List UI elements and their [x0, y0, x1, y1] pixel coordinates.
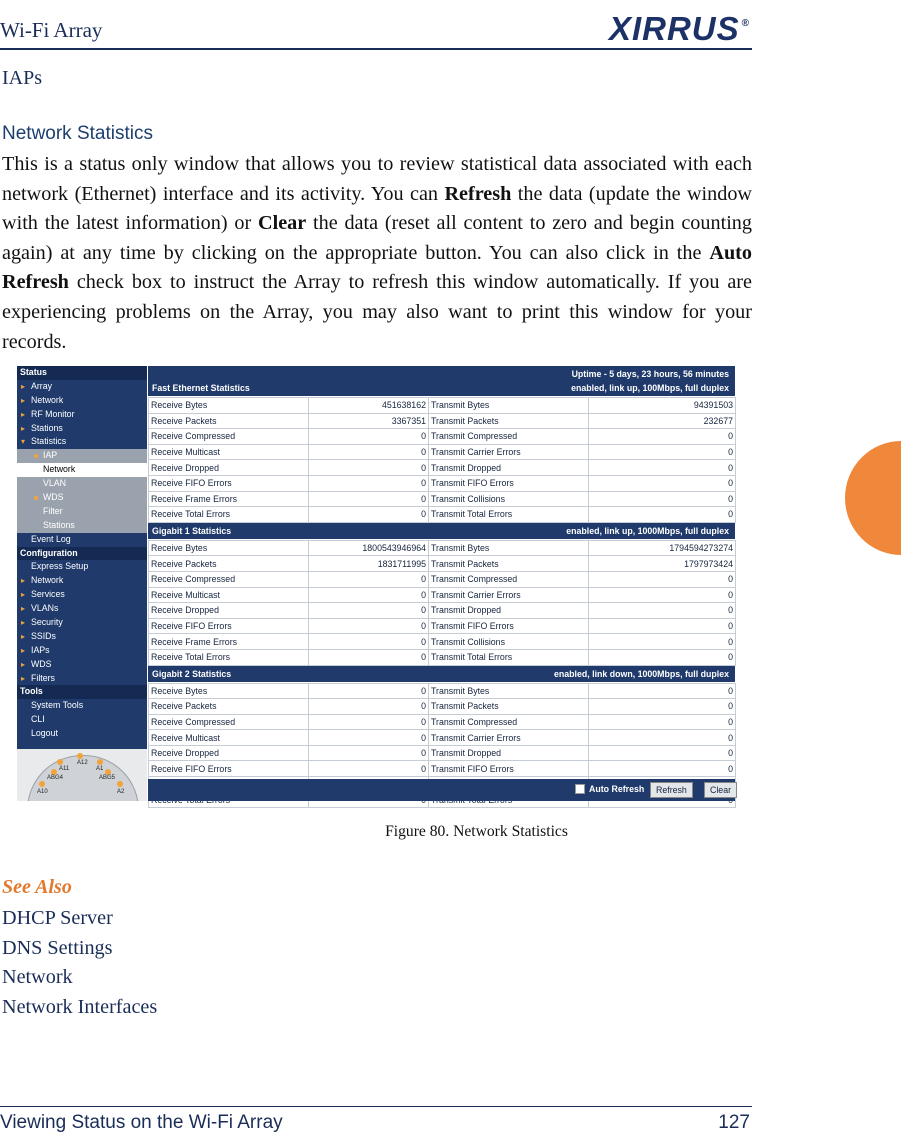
stat-value: 0: [309, 683, 429, 699]
xirrus-logo: XIRRUS ®: [608, 10, 750, 47]
stat-label: Receive Bytes: [149, 540, 309, 556]
nav-item-vlans[interactable]: ▸ VLANs: [17, 602, 147, 616]
stat-label: Receive Bytes: [149, 683, 309, 699]
nav-header-configuration[interactable]: Configuration: [17, 547, 147, 561]
stat-label: Transmit Collisions: [429, 634, 589, 650]
nav-sidebar: [17, 366, 147, 801]
nav-item-system-tools[interactable]: System Tools: [31, 700, 84, 711]
stat-value: 0: [589, 460, 736, 476]
table-row: [149, 491, 736, 507]
table-row: [149, 571, 736, 587]
nav-item-logout[interactable]: Logout: [31, 728, 58, 739]
stat-label: Receive Bytes: [149, 398, 309, 414]
group-status: enabled, link up, 100Mbps, full duplex: [571, 383, 729, 393]
stat-value: 0: [589, 429, 736, 445]
nav-item-ssids[interactable]: ▸ SSIDs: [17, 630, 147, 644]
clear-button[interactable]: Clear: [704, 782, 737, 798]
network-statistics-screenshot: [17, 366, 735, 801]
running-header: [0, 10, 752, 50]
stat-label: Transmit Packets: [429, 556, 589, 572]
uptime-text: Uptime - 5 days, 23 hours, 56 minutes: [571, 369, 729, 379]
stat-value: 0: [589, 587, 736, 603]
table-row: [149, 507, 736, 523]
table-row: [149, 714, 736, 730]
stat-label: Transmit Dropped: [429, 460, 589, 476]
stat-value: 0: [309, 460, 429, 476]
nav-sub-stations[interactable]: Stations: [17, 519, 147, 533]
footer-chapter-title: Viewing Status on the Wi-Fi Array: [0, 1112, 283, 1133]
page-number: 127: [718, 1112, 750, 1133]
stat-label: Transmit Compressed: [429, 571, 589, 587]
stat-label: Receive FIFO Errors: [149, 761, 309, 777]
header-rule: [0, 48, 752, 50]
table-row: [149, 587, 736, 603]
stat-label: Receive Dropped: [149, 745, 309, 761]
stat-label: Receive Dropped: [149, 460, 309, 476]
table-row: [149, 699, 736, 715]
stat-value: 0: [589, 649, 736, 665]
stat-label: Transmit FIFO Errors: [429, 618, 589, 634]
stats-table-gigabit-1: [148, 540, 736, 666]
nav-item-wds[interactable]: ▸ WDS: [17, 658, 147, 672]
port-icon[interactable]: [117, 781, 123, 787]
table-row: [149, 460, 736, 476]
table-row: [149, 540, 736, 556]
table-row: [149, 761, 736, 777]
stat-value: 0: [309, 745, 429, 761]
stat-value: 0: [589, 761, 736, 777]
stat-label: Receive Compressed: [149, 571, 309, 587]
stat-value: 0: [309, 603, 429, 619]
stat-value: 0: [589, 444, 736, 460]
table-row: [149, 649, 736, 665]
nav-item-express-setup[interactable]: Express Setup: [31, 561, 89, 572]
stat-value: 0: [309, 730, 429, 746]
nav-item-services[interactable]: ▸ Services: [17, 588, 147, 602]
stat-label: Receive Packets: [149, 699, 309, 715]
nav-item-event-log[interactable]: Event Log: [31, 533, 71, 544]
nav-sub-vlan[interactable]: VLAN: [17, 477, 147, 491]
stat-value: 0: [309, 571, 429, 587]
table-row: [149, 413, 736, 429]
stat-label: Transmit Bytes: [429, 540, 589, 556]
stat-label: Receive FIFO Errors: [149, 475, 309, 491]
table-row: [149, 683, 736, 699]
port-label: A11: [59, 766, 70, 772]
auto-refresh-checkbox[interactable]: Auto Refresh: [575, 784, 644, 794]
nav-header-tools[interactable]: Tools: [17, 685, 147, 699]
stat-value: 0: [589, 491, 736, 507]
stat-label: Transmit FIFO Errors: [429, 475, 589, 491]
port-label: A12: [77, 760, 88, 766]
group-title: Gigabit 1 Statistics: [152, 525, 232, 536]
checkbox-icon[interactable]: [575, 784, 585, 794]
table-row: [149, 398, 736, 414]
stat-value: 0: [309, 761, 429, 777]
stat-value: 1831711995: [309, 556, 429, 572]
stat-value: 1794594273274: [589, 540, 736, 556]
group-header-fast-ethernet: [148, 366, 735, 396]
stat-label: Transmit Total Errors: [429, 507, 589, 523]
running-header-title: Wi-Fi Array: [0, 18, 103, 42]
nav-item-cfg-network[interactable]: ▸ Network: [17, 574, 147, 588]
section-heading: Network Statistics: [2, 123, 153, 144]
stat-value: 0: [309, 507, 429, 523]
stat-value: 1800543946964: [309, 540, 429, 556]
nav-item-rf-monitor[interactable]: ▸ RF Monitor: [17, 408, 147, 422]
table-row: [149, 556, 736, 572]
stat-label: Transmit Compressed: [429, 714, 589, 730]
stat-label: Receive Multicast: [149, 444, 309, 460]
stat-label: Transmit Dropped: [429, 745, 589, 761]
table-row: [149, 730, 736, 746]
nav-item-stations[interactable]: ▸ Stations: [17, 422, 147, 436]
stat-value: 0: [589, 634, 736, 650]
stats-table-fast-ethernet: [148, 397, 736, 523]
stat-value: 0: [309, 587, 429, 603]
stat-label: Receive Total Errors: [149, 507, 309, 523]
group-status: enabled, link down, 1000Mbps, full duplex: [554, 668, 729, 679]
port-icon[interactable]: [77, 753, 83, 759]
stat-value: 1797973424: [589, 556, 736, 572]
nav-header-status[interactable]: Status: [17, 366, 147, 380]
see-also-link[interactable]: Network: [2, 966, 73, 989]
see-also-heading: See Also: [2, 876, 72, 898]
nav-sub-wds[interactable]: WDS: [17, 491, 147, 505]
nav-item-iaps[interactable]: ▸ IAPs: [17, 644, 147, 658]
stat-value: 0: [309, 649, 429, 665]
nav-item-statistics[interactable]: ▾ Statistics: [17, 435, 147, 449]
stat-label: Receive Packets: [149, 556, 309, 572]
stat-value: 0: [589, 730, 736, 746]
stat-label: Receive Multicast: [149, 587, 309, 603]
stat-label: Receive Dropped: [149, 603, 309, 619]
stat-label: Transmit Carrier Errors: [429, 444, 589, 460]
table-row: [149, 634, 736, 650]
figure-caption: Figure 80. Network Statistics: [385, 823, 568, 840]
see-also-link[interactable]: DNS Settings: [2, 936, 113, 959]
stat-value: 0: [589, 699, 736, 715]
stat-label: Receive Frame Errors: [149, 491, 309, 507]
stat-value: 0: [589, 507, 736, 523]
stats-footer-bar: [148, 779, 735, 801]
stat-label: Transmit Compressed: [429, 429, 589, 445]
stat-value: 0: [309, 475, 429, 491]
chapter-tab-marker: [845, 441, 901, 555]
table-row: [149, 444, 736, 460]
group-header-gigabit-1: [148, 523, 735, 539]
stat-value: 0: [309, 618, 429, 634]
stats-panel: [148, 366, 735, 801]
stat-label: Transmit Packets: [429, 413, 589, 429]
stat-value: 0: [589, 683, 736, 699]
stat-value: 0: [589, 745, 736, 761]
port-label: A2: [117, 789, 125, 795]
stat-value: 0: [589, 714, 736, 730]
stat-value: 0: [309, 491, 429, 507]
stat-label: Receive Compressed: [149, 714, 309, 730]
stat-value: 0: [589, 475, 736, 491]
stat-label: Transmit Carrier Errors: [429, 730, 589, 746]
nav-sub-network-selected[interactable]: Network: [17, 463, 147, 477]
stat-label: Receive Packets: [149, 413, 309, 429]
group-title: Gigabit 2 Statistics: [152, 668, 232, 679]
table-row: [149, 603, 736, 619]
stat-label: Transmit FIFO Errors: [429, 761, 589, 777]
stat-label: Transmit Bytes: [429, 398, 589, 414]
table-row: [149, 618, 736, 634]
nav-item-network[interactable]: ▸ Network: [17, 394, 147, 408]
nav-item-security[interactable]: ▸ Security: [17, 616, 147, 630]
nav-sub-iap[interactable]: IAP: [17, 449, 147, 463]
nav-item-array[interactable]: ▸ Array: [17, 380, 147, 394]
section-label: IAPs: [2, 67, 43, 89]
stat-value: 0: [309, 444, 429, 460]
port-label: A10: [37, 789, 48, 795]
group-header-gigabit-2: [148, 666, 735, 682]
port-icon[interactable]: [97, 759, 103, 765]
stat-value: 3367351: [309, 413, 429, 429]
group-status: enabled, link up, 1000Mbps, full duplex: [566, 525, 729, 536]
stat-value: 232677: [589, 413, 736, 429]
port-label: ABG4: [47, 775, 64, 781]
nav-sub-filter[interactable]: Filter: [17, 505, 147, 519]
stat-label: Transmit Collisions: [429, 491, 589, 507]
stat-label: Receive Total Errors: [149, 649, 309, 665]
group-title: Fast Ethernet Statistics: [152, 383, 250, 393]
stat-label: Transmit Packets: [429, 699, 589, 715]
nav-item-filters[interactable]: ▸ Filters: [17, 672, 147, 686]
port-label: ABG5: [99, 775, 116, 781]
refresh-button[interactable]: Refresh: [650, 782, 693, 798]
port-label: A1: [96, 766, 104, 772]
stat-value: 0: [589, 618, 736, 634]
stat-label: Receive FIFO Errors: [149, 618, 309, 634]
stat-value: 0: [309, 634, 429, 650]
stat-value: 0: [309, 699, 429, 715]
footer-rule: [0, 1106, 752, 1107]
stat-value: 0: [309, 714, 429, 730]
stat-value: 0: [589, 603, 736, 619]
table-row: [149, 475, 736, 491]
stat-label: Receive Multicast: [149, 730, 309, 746]
table-row: [149, 745, 736, 761]
see-also-links: [2, 904, 157, 1022]
stat-value: 0: [309, 429, 429, 445]
stat-label: Transmit Total Errors: [429, 649, 589, 665]
port-icon[interactable]: [57, 759, 63, 765]
stat-label: Receive Compressed: [149, 429, 309, 445]
see-also-link[interactable]: DHCP Server: [2, 907, 113, 929]
body-paragraph: This is a status only window that allows you to review statistical data associated with each network (Ethernet) interface and its activity. You can Refresh the data (update the window with the latest information) or Clear the data (reset all content to zero and begin counting again) at any time by clicking on the appropriate button. You can also click in the Auto Refresh check box to instruct the Array to refresh this window automatically. If you are experiencing problems on the Array, you may also want to print this window for your records.: [2, 153, 752, 353]
stat-label: Transmit Dropped: [429, 603, 589, 619]
array-diagram: [17, 749, 147, 801]
table-row: [149, 429, 736, 445]
nav-item-cli[interactable]: CLI: [31, 714, 45, 725]
stat-value: 94391503: [589, 398, 736, 414]
stat-value: 0: [589, 571, 736, 587]
stat-label: Transmit Carrier Errors: [429, 587, 589, 603]
stat-label: Transmit Bytes: [429, 683, 589, 699]
stat-value: 451638162: [309, 398, 429, 414]
see-also-link[interactable]: Network Interfaces: [2, 995, 158, 1018]
port-icon[interactable]: [39, 781, 45, 787]
stat-label: Receive Frame Errors: [149, 634, 309, 650]
